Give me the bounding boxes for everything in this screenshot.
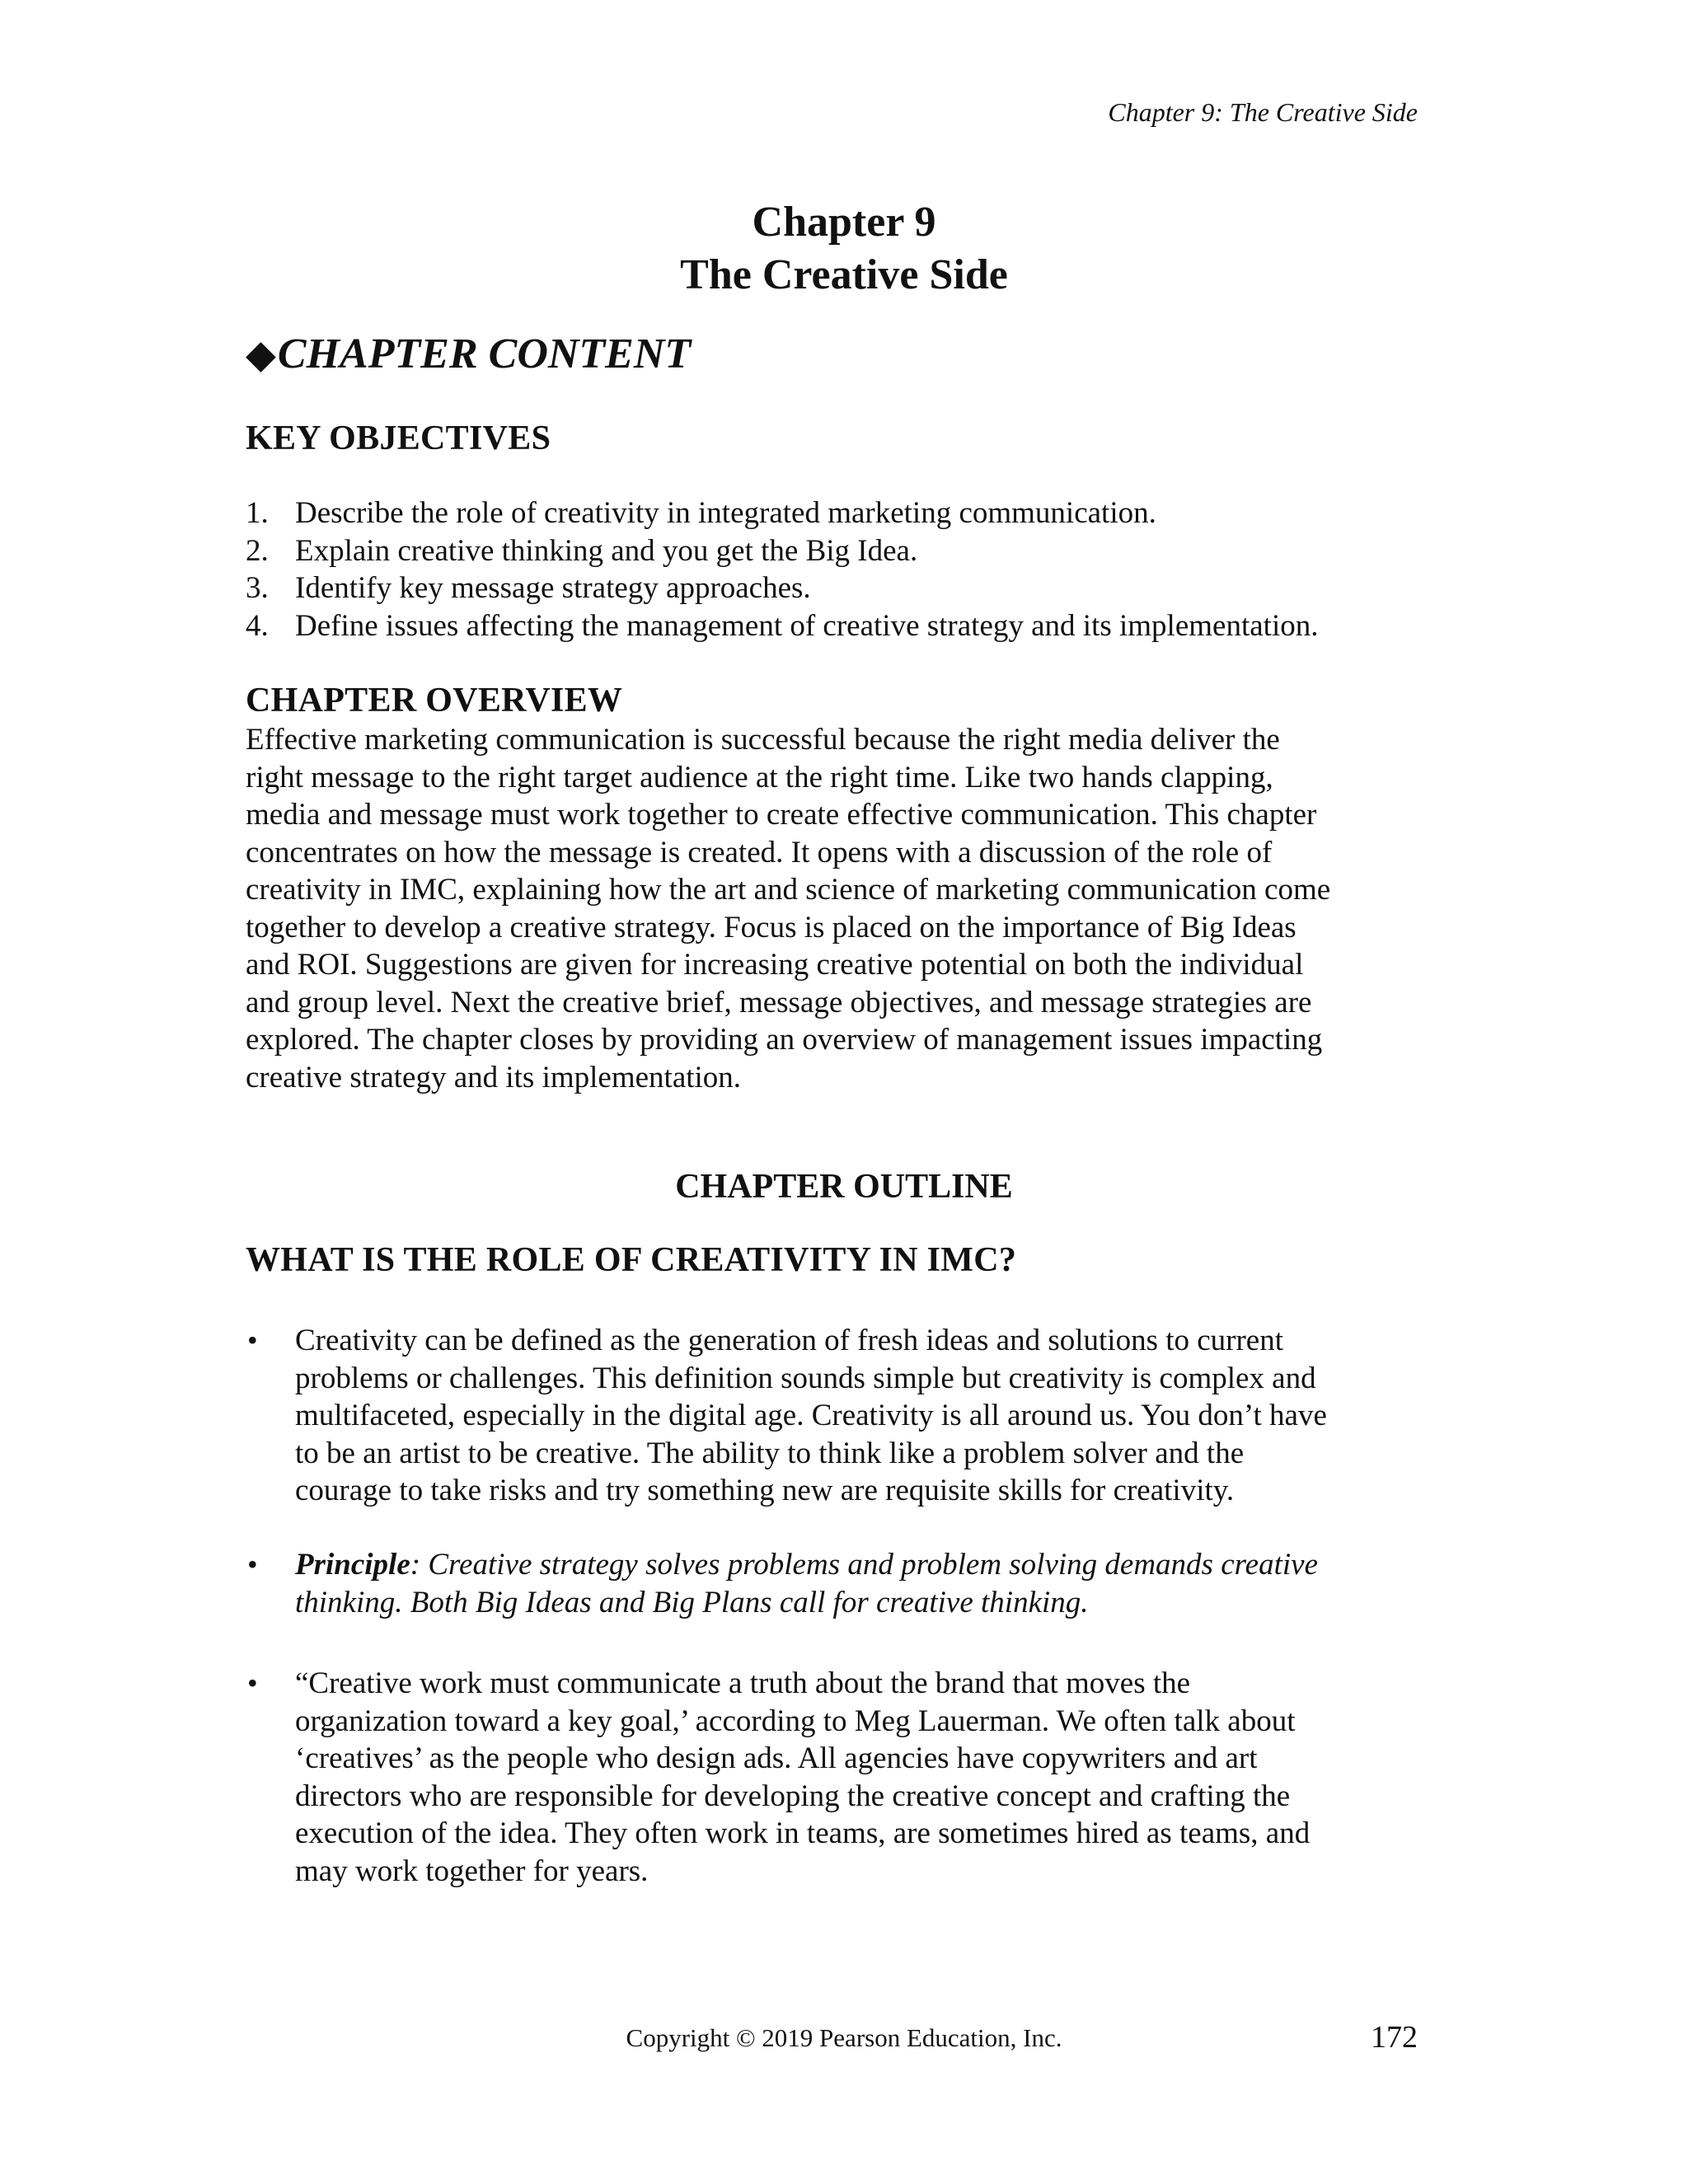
paragraph-line: right message to the right target audience at the right time. Like two hands clapping,: [246, 760, 1273, 794]
bullet-text: [295, 1665, 1441, 1890]
paragraph-line: Effective marketing communication is successful because the right media deliver the: [246, 723, 1280, 757]
objectives-list: [246, 494, 1432, 644]
chapter-overview-heading: CHAPTER OVERVIEW: [246, 682, 623, 719]
item-text: Define issues affecting the management of creative strategy and its implementation.: [295, 608, 1319, 643]
bullet-line: organization toward a key goal,’ according to Meg Lauerman. We often talk about: [295, 1704, 1296, 1738]
list-item: [246, 532, 1432, 570]
bullet-icon: •: [247, 1548, 258, 1581]
bullet-text: [295, 1546, 1441, 1621]
bullet-line: may work together for years.: [295, 1854, 649, 1888]
item-text: Describe the role of creativity in integrated marketing communication.: [295, 496, 1156, 530]
item-number: 3.: [246, 571, 269, 605]
bullet-item: [246, 1322, 1441, 1510]
bullet-icon: •: [247, 1666, 258, 1699]
principle-bullet: [246, 1546, 1441, 1621]
diamond-icon: ◆: [246, 333, 276, 377]
item-number: 1.: [246, 496, 269, 530]
bullet-line: problems or challenges. This definition sounds simple but creativity is complex and: [295, 1361, 1316, 1395]
chapter-overview-paragraph: [246, 721, 1441, 1096]
key-objectives-heading: KEY OBJECTIVES: [246, 419, 551, 457]
list-item: [246, 569, 1432, 607]
paragraph-line: creative strategy and its implementation.: [246, 1060, 742, 1094]
bullet-line: directors who are responsible for developing the creative concept and crafting the: [295, 1779, 1291, 1813]
paragraph-line: and group level. Next the creative brief, message objectives, and message strategies are: [246, 985, 1312, 1019]
bullet-line: Creativity can be defined as the generation of fresh ideas and solutions to current: [295, 1324, 1284, 1357]
section-marker-label: CHAPTER CONTENT: [277, 330, 692, 377]
chapter-number: Chapter 9: [752, 199, 936, 246]
chapter-outline-heading: CHAPTER OUTLINE: [675, 1168, 1013, 1206]
paragraph-line: and ROI. Suggestions are given for increasing creative potential on both the individual: [246, 948, 1304, 982]
item-number: 4.: [246, 608, 269, 643]
running-head: Chapter 9: The Creative Side: [1108, 97, 1418, 127]
list-item: [246, 607, 1432, 645]
item-text: Explain creative thinking and you get the Big Idea.: [295, 533, 918, 568]
item-number: 2.: [246, 533, 269, 568]
bullet-line: courage to take risks and try something new are requisite skills for creativity.: [295, 1474, 1235, 1507]
copyright-notice: Copyright © 2019 Pearson Education, Inc.: [626, 2023, 1062, 2052]
paragraph-line: together to develop a creative strategy. Focus is placed on the importance of Big Ideas: [246, 910, 1296, 944]
paragraph-line: media and message must work together to create effective communication. This chapter: [246, 798, 1317, 832]
paragraph-line: creativity in IMC, explaining how the art and science of marketing communication come: [246, 873, 1331, 907]
paragraph-line: explored. The chapter closes by providing an overview of management issues impacting: [246, 1023, 1323, 1057]
section-heading-role-of-creativity: WHAT IS THE ROLE OF CREATIVITY IN IMC?: [246, 1241, 1017, 1279]
paragraph-line: concentrates on how the message is created. It opens with a discussion of the role of: [246, 835, 1273, 869]
chapter-name: The Creative Side: [680, 251, 1008, 298]
bullet-line: thinking. Both Big Ideas and Big Plans call for creative thinking.: [295, 1585, 1089, 1619]
bullet-item: [246, 1665, 1441, 1890]
principle-label: Principle: [295, 1548, 410, 1582]
bullet-icon: •: [247, 1324, 258, 1357]
principle-text: : Creative strategy solves problems and problem solving demands creative: [410, 1548, 1318, 1582]
bullet-line: to be an artist to be creative. The ability to think like a problem solver and the: [295, 1436, 1245, 1470]
bullet-text: [295, 1322, 1441, 1510]
item-text: Identify key message strategy approaches.: [295, 571, 811, 605]
bullet-line: multifaceted, especially in the digital age. Creativity is all around us. You don’t have: [295, 1399, 1327, 1432]
page-number: 172: [1371, 2020, 1418, 2055]
bullet-line: ‘creatives’ as the people who design ads. All agencies have copywriters and art: [295, 1741, 1258, 1775]
list-item: [246, 494, 1432, 532]
section-marker: [246, 330, 1432, 378]
chapter-title: [0, 196, 1688, 302]
bullet-line: execution of the idea. They often work in teams, are sometimes hired as teams, and: [295, 1816, 1311, 1850]
bullet-line: “Creative work must communicate a truth about the brand that moves the: [295, 1666, 1191, 1700]
